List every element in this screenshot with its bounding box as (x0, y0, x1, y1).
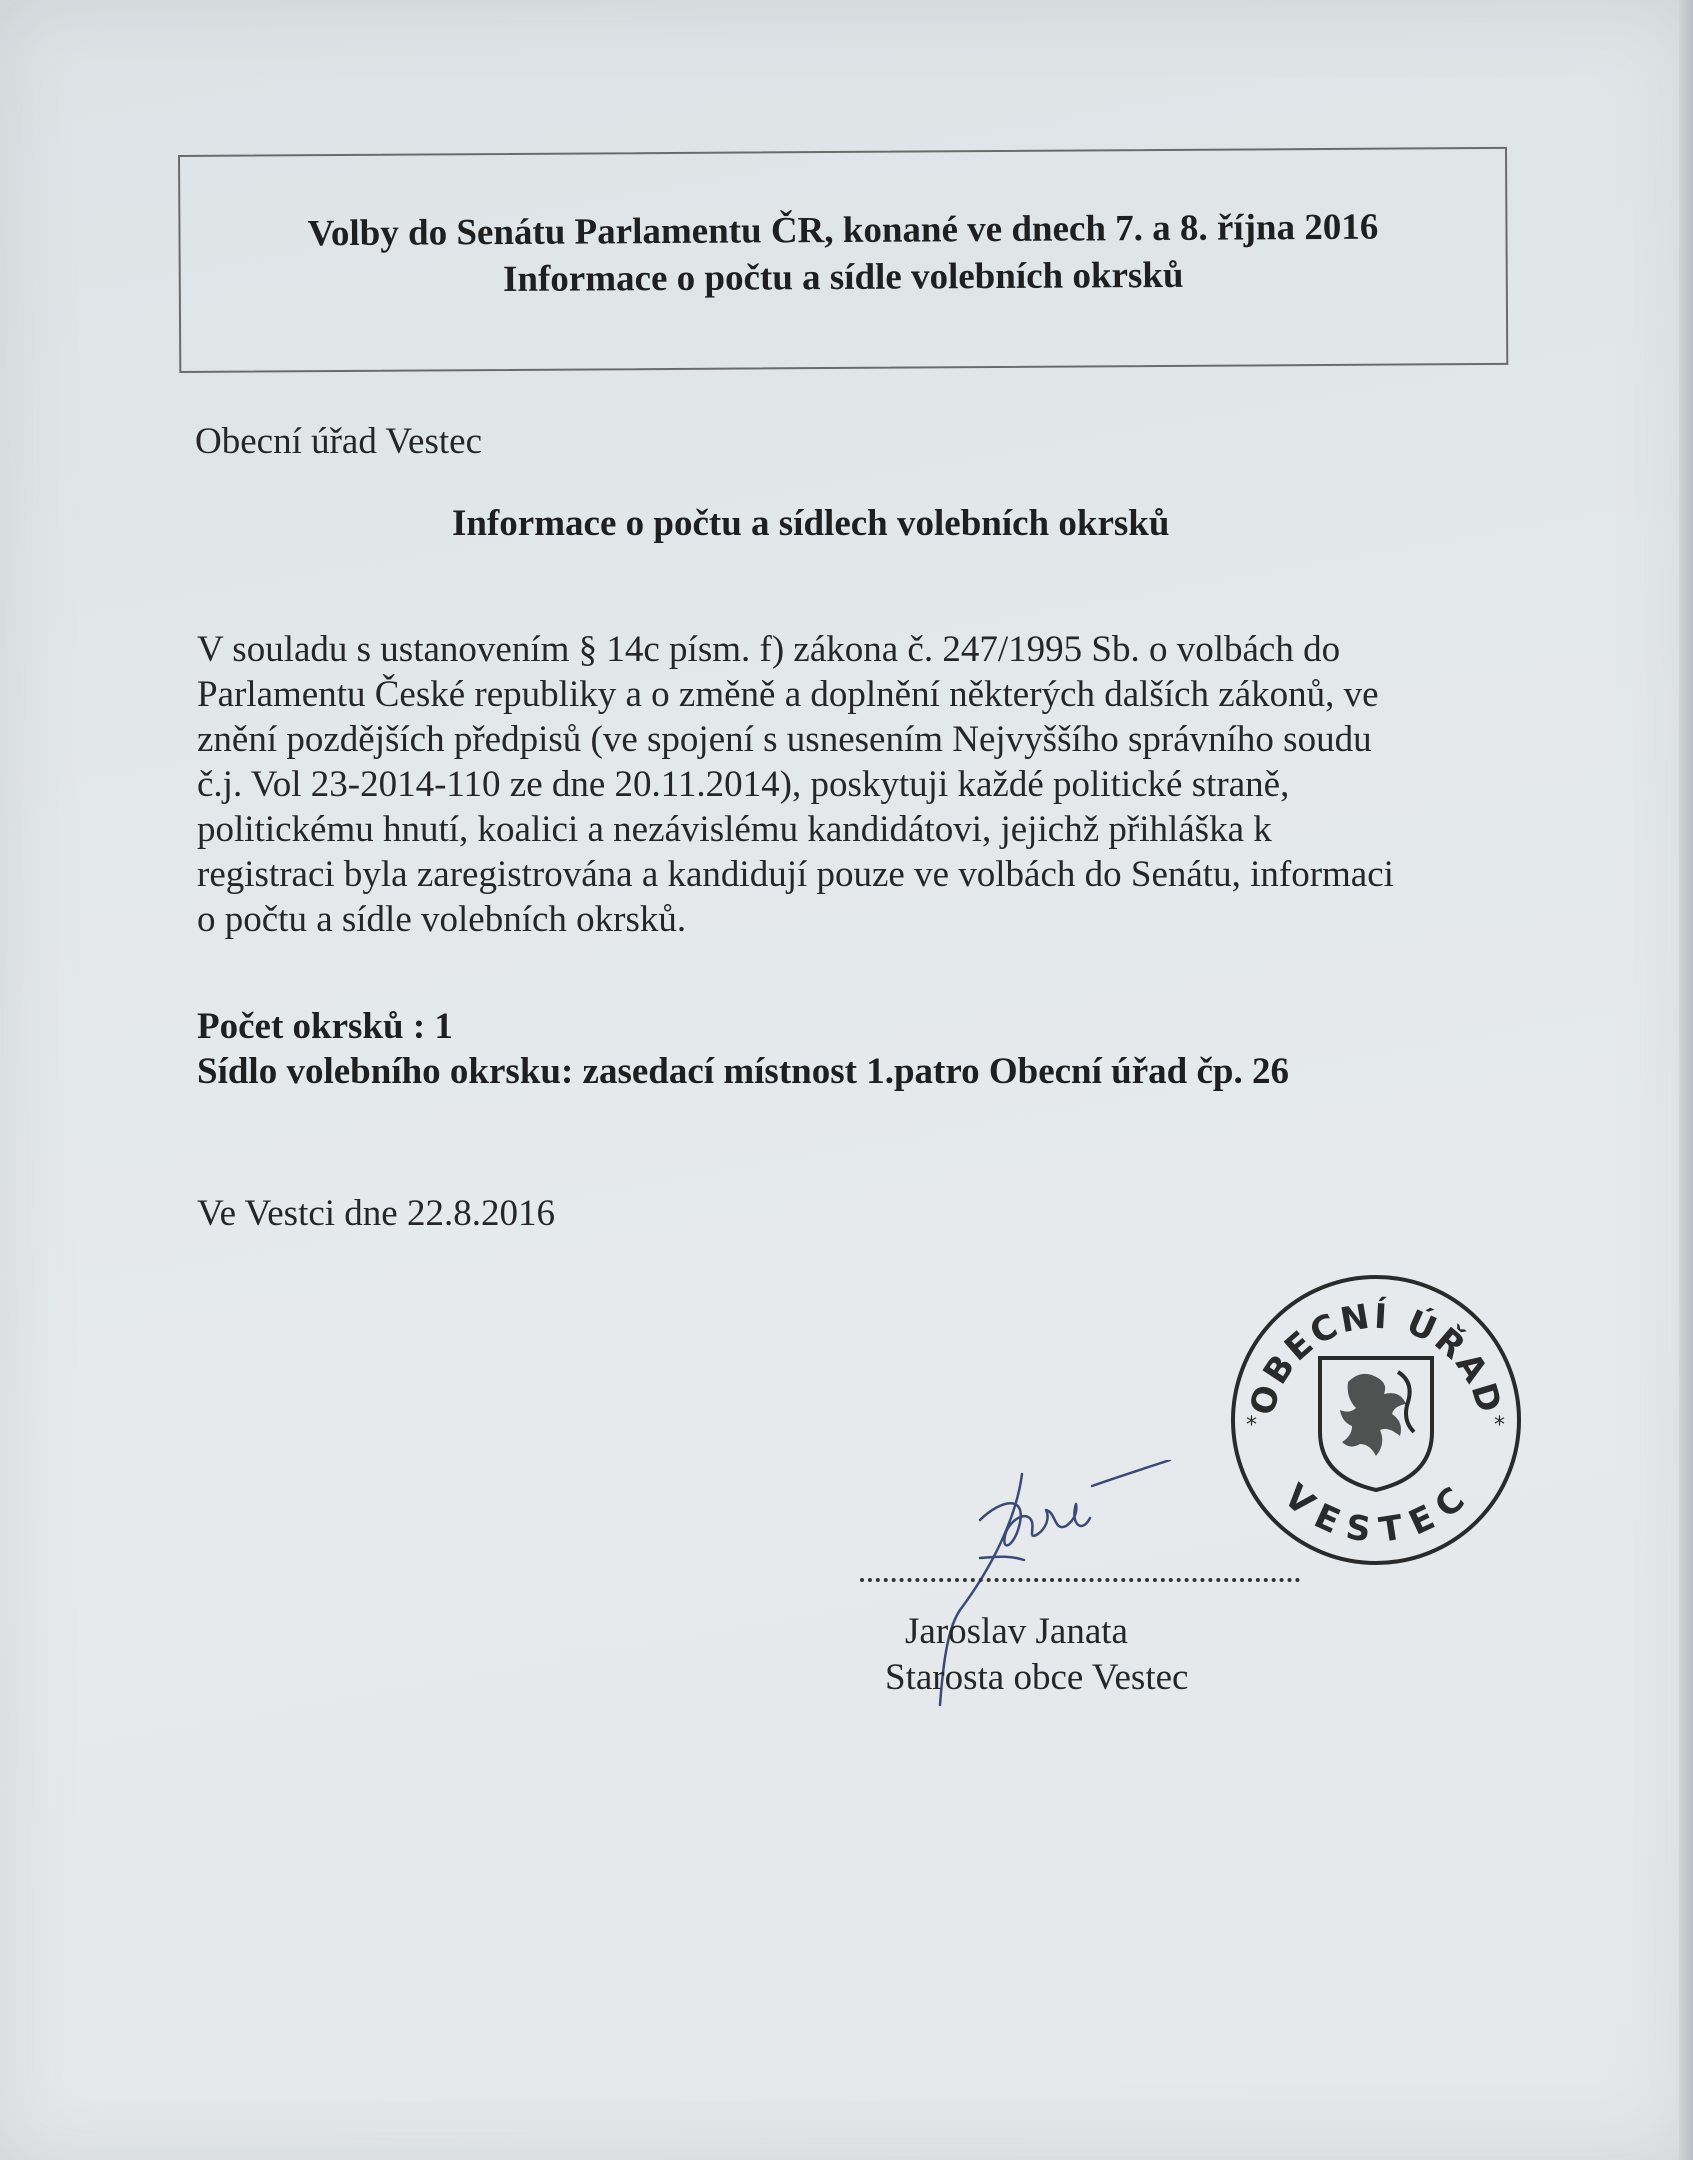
signer-name: Jaroslav Janata (905, 1611, 1128, 1652)
paragraph-line: V souladu s ustanovením § 14c písm. f) zákona č. 247/1995 Sb. o volbách do (197, 629, 1341, 670)
stamp-star-left: * (1246, 1413, 1257, 1438)
paragraph-line: Parlamentu České republiky a o změně a doplnění některých dalších zákonů, ve (197, 674, 1379, 715)
paragraph-line: č.j. Vol 23-2014-110 ze dne 20.11.2014), poskytuji každé politické straně, (197, 764, 1290, 805)
official-stamp (1228, 1272, 1524, 1568)
stamp-star-right: * (1494, 1413, 1505, 1438)
stamp-top-text: OBECNÍ ÚŘAD (1242, 1296, 1510, 1420)
paragraph-line: politickému hnutí, koalici a nezávislému kandidátovi, jejichž přihláška k (197, 809, 1272, 850)
header-subtitle: Informace o počtu a sídle volebních okrsků (502, 254, 1184, 301)
paragraph-line: registraci byla zaregistrována a kandidují pouze ve volbách do Senátu, informaci (197, 854, 1394, 895)
coat-of-arms-icon (1320, 1358, 1432, 1490)
header-title: Volby do Senátu Parlamentu ČR, konané ve dnech 7. a 8. října 2016 (307, 206, 1379, 255)
paragraph-line: znění pozdějších předpisů (ve spojení s usnesením Nejvyššího správního soudu (197, 719, 1372, 760)
office-name: Obecní úřad Vestec (195, 421, 482, 462)
paragraph-line: o počtu a sídle volebních okrsků. (197, 899, 687, 940)
stamp-bottom-text: VESTEC (1275, 1476, 1477, 1551)
place-and-date: Ve Vestci dne 22.8.2016 (197, 1193, 555, 1234)
signer-role: Starosta obce Vestec (885, 1657, 1189, 1698)
document-title: Informace o počtu a sídlech volebních okrsků (452, 503, 1170, 544)
signature-line (860, 1578, 1300, 1582)
district-seat: Sídlo volebního okrsku: zasedací místnost 1.patro Obecní úřad čp. 26 (197, 1051, 1289, 1092)
district-count: Počet okrsků : 1 (197, 1006, 453, 1047)
header-box (178, 147, 1508, 373)
page-edge-shadow (1679, 0, 1693, 2160)
